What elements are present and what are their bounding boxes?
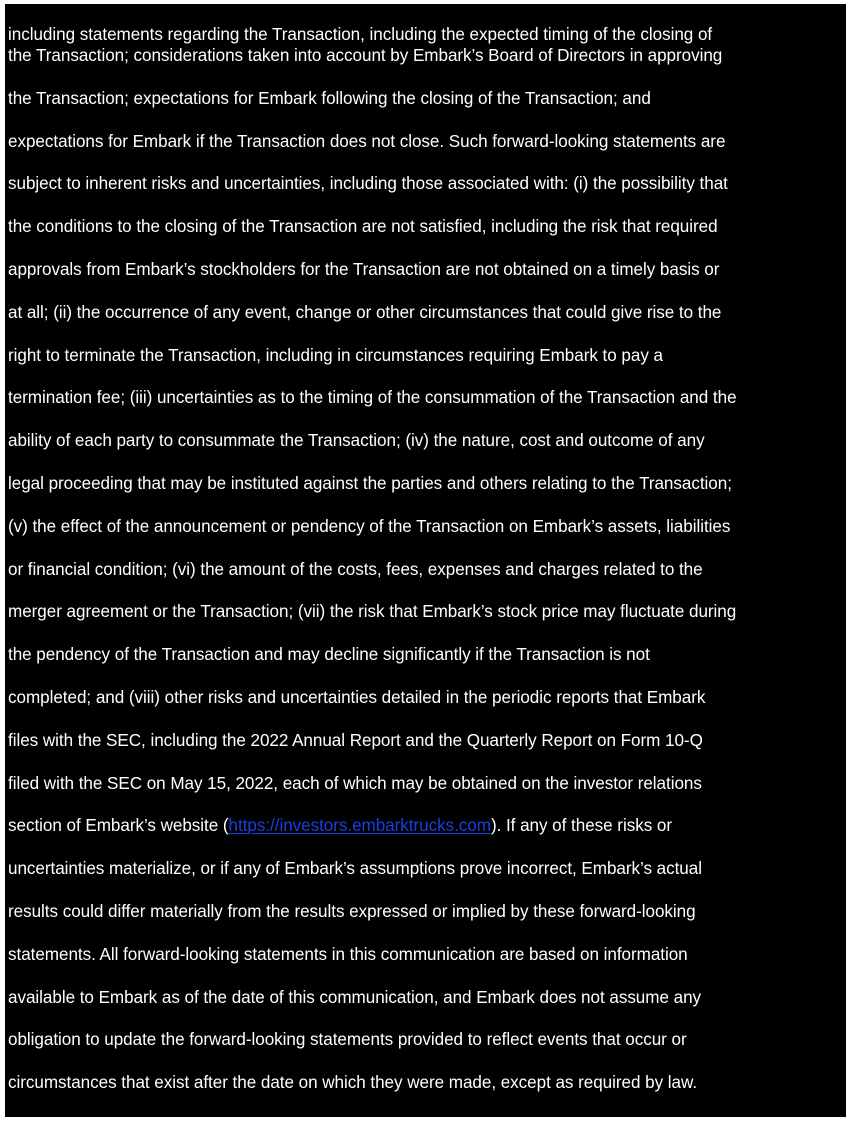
forward-looking-statements-paragraph — [8, 15, 846, 1105]
text-line: the Transaction; expectations for Embark following the closing of the Transaction; and — [8, 88, 651, 108]
text-line: subject to inherent risks and uncertainties, including those associated with: (i) the possibility that — [8, 174, 728, 194]
text-line: including statements regarding the Transaction, including the expected timing of the closing of — [8, 25, 713, 44]
investor-relations-link[interactable]: https://investors.embarktrucks.com — [228, 816, 491, 836]
text-line: the Transaction; considerations taken into account by Embark’s Board of Directors in approving — [8, 46, 723, 65]
text-line: (v) the effect of the announcement or pendency of the Transaction on Embark’s assets, liabilities — [8, 516, 731, 536]
text-line: available to Embark as of the date of this communication, and Embark does not assume any — [8, 987, 702, 1007]
text-line: termination fee; (iii) uncertainties as to the timing of the consummation of the Transaction and the — [8, 388, 737, 408]
text-line: statements. All forward-looking statements in this communication are based on information — [8, 944, 688, 964]
text-line: completed; and (viii) other risks and uncertainties detailed in the periodic reports that Embark — [8, 687, 706, 707]
text-line: circumstances that exist after the date on which they were made, except as required by law. — [8, 1073, 698, 1093]
text-line: at all; (ii) the occurrence of any event, change or other circumstances that could give rise to the — [8, 302, 722, 322]
text-line: approvals from Embark’s stockholders for the Transaction are not obtained on a timely basis or — [8, 259, 720, 279]
document-page — [5, 4, 846, 1117]
text-line: the conditions to the closing of the Transaction are not satisfied, including the risk that required — [8, 217, 718, 237]
link-line-suffix: ). If any of these risks or — [490, 816, 672, 836]
text-line: filed with the SEC on May 15, 2022, each of which may be obtained on the investor relations — [8, 773, 702, 793]
text-line: uncertainties materialize, or if any of Embark’s assumptions prove incorrect, Embark’s actual — [8, 859, 702, 879]
text-line: files with the SEC, including the 2022 Annual Report and the Quarterly Report on Form 10-Q — [8, 730, 703, 750]
text-line: the pendency of the Transaction and may decline significantly if the Transaction is not — [8, 645, 650, 665]
text-line: right to terminate the Transaction, including in circumstances requiring Embark to pay a — [8, 345, 663, 365]
link-line-prefix: section of Embark’s website ( — [8, 816, 229, 836]
text-line: results could differ materially from the results expressed or implied by these forward-looking — [8, 901, 696, 921]
text-line: legal proceeding that may be instituted against the parties and others relating to the Transaction; — [8, 473, 732, 493]
text-line: or financial condition; (vi) the amount of the costs, fees, expenses and charges related to the — [8, 559, 703, 579]
text-line: ability of each party to consummate the Transaction; (iv) the nature, cost and outcome of any — [8, 431, 705, 451]
text-line-with-link — [8, 805, 846, 848]
text-line: merger agreement or the Transaction; (vii) the risk that Embark’s stock price may fluctuate during — [8, 602, 737, 622]
text-line: obligation to update the forward-looking statements provided to reflect events that occur or — [8, 1030, 687, 1050]
text-line: expectations for Embark if the Transaction does not close. Such forward-looking statements are — [8, 131, 726, 151]
